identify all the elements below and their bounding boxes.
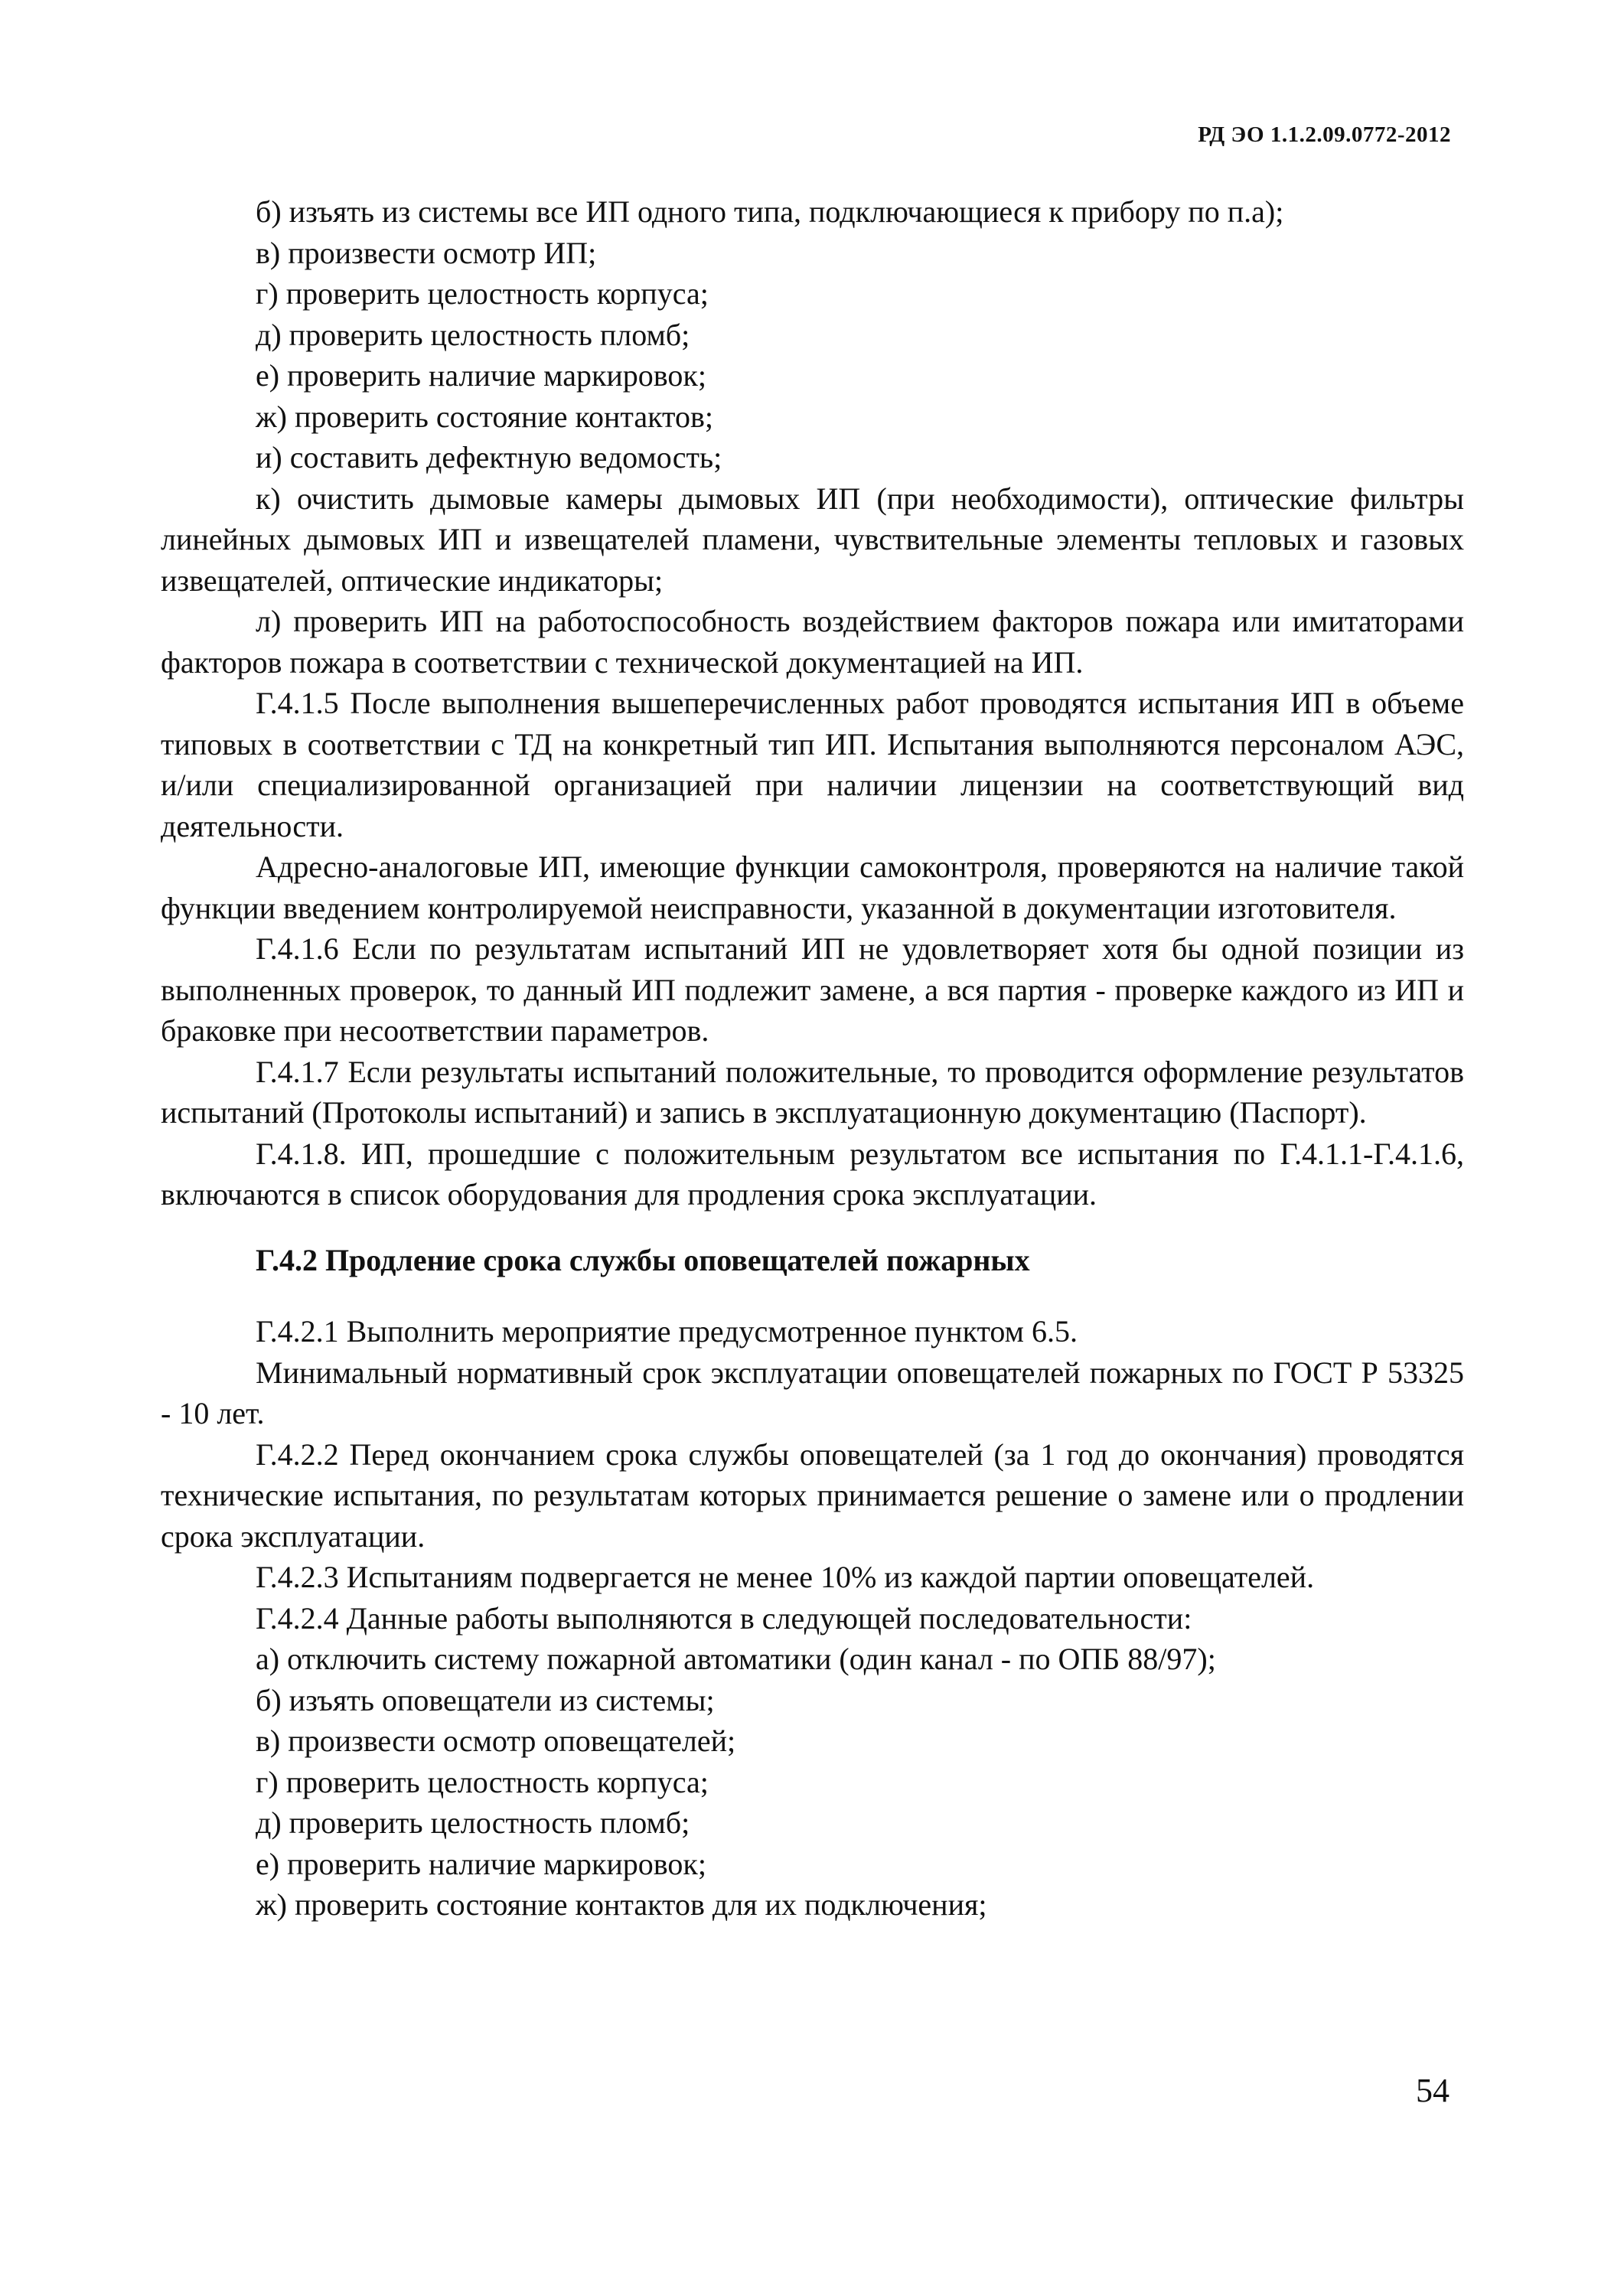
list-item: ж) проверить состояние контактов для их подключения; — [256, 1887, 987, 1922]
list-item: а) отключить систему пожарной автоматики (один канал - по ОПБ 88/97); — [256, 1642, 1216, 1676]
section-heading: Г.4.2 Продление срока службы оповещателей пожарных — [256, 1242, 1030, 1277]
document-code-header: РД ЭО 1.1.2.09.0772-2012 — [1198, 122, 1451, 147]
paragraph: Г.4.1.5 После выполнения вышеперечисленных работ проводятся испытания ИП в объеме типовых в соответствии с ТД на конкретный тип ИП. Испытания выполняются персоналом АЭС, и/или специализированной организацией при наличии лицензии на соответствующий вид деятельности. — [161, 686, 1464, 843]
list-item: л) проверить ИП на работоспособность воздействием факторов пожара или имитаторами факторов пожара в соответствии с технической документацией на ИП. — [161, 604, 1464, 680]
list-item: к) очистить дымовые камеры дымовых ИП (при необходимости), оптические фильтры линейных дымовых ИП и извещателей пламени, чувствительные элементы тепловых и газовых извещателей, оптические индикаторы; — [161, 481, 1464, 598]
list-item: в) произвести осмотр ИП; — [256, 235, 597, 270]
paragraph: Г.4.2.3 Испытаниям подвергается не менее 10% из каждой партии оповещателей. — [256, 1560, 1315, 1594]
list-item: ж) проверить состояние контактов; — [256, 399, 713, 434]
list-item: е) проверить наличие маркировок; — [256, 358, 706, 393]
paragraph: Г.4.1.7 Если результаты испытаний положительные, то проводится оформление результатов испытаний (Протоколы испытаний) и запись в эксплуатационную документацию (Паспорт). — [161, 1054, 1464, 1130]
list-item: б) изъять из системы все ИП одного типа, подключающиеся к прибору по п.а); — [256, 194, 1284, 229]
list-item: д) проверить целостность пломб; — [256, 1805, 690, 1840]
list-item: и) составить дефектную ведомость; — [256, 440, 722, 475]
list-item: г) проверить целостность корпуса; — [256, 1764, 709, 1799]
list-item: б) изъять оповещатели из системы; — [256, 1682, 715, 1717]
list-item: д) проверить целостность пломб; — [256, 317, 690, 352]
paragraph: Г.4.1.8. ИП, прошедшие с положительным результатом все испытания по Г.4.1.1-Г.4.1.6, включаются в список оборудования для продления срока эксплуатации. — [161, 1136, 1464, 1212]
paragraph: Г.4.2.1 Выполнить мероприятие предусмотренное пунктом 6.5. — [256, 1314, 1078, 1349]
paragraph: Г.4.1.6 Если по результатам испытаний ИП не удовлетворяет хотя бы одной позиции из выполненных проверок, то данный ИП подлежит замене, а вся партия - проверке каждого из ИП и браковке при несоответствии параметров. — [161, 931, 1464, 1048]
document-body — [161, 191, 1464, 1926]
list-item: г) проверить целостность корпуса; — [256, 276, 709, 311]
list-item: е) проверить наличие маркировок; — [256, 1846, 706, 1881]
paragraph: Адресно-аналоговые ИП, имеющие функции самоконтроля, проверяются на наличие такой функции введением контролируемой неисправности, указанной в документации изготовителя. — [161, 850, 1464, 925]
paragraph: Г.4.2.4 Данные работы выполняются в следующей последовательности: — [256, 1600, 1192, 1636]
page-number: 54 — [1416, 2072, 1450, 2109]
list-item: в) произвести осмотр оповещателей; — [256, 1724, 736, 1758]
paragraph: Г.4.2.2 Перед окончанием срока службы оповещателей (за 1 год до окончания) проводятся технические испытания, по результатам которых принимается решение о замене или о продлении срока эксплуатации. — [161, 1437, 1464, 1554]
paragraph: Минимальный нормативный срок эксплуатации оповещателей пожарных по ГОСТ Р 53325 - 10 лет. — [161, 1355, 1464, 1430]
